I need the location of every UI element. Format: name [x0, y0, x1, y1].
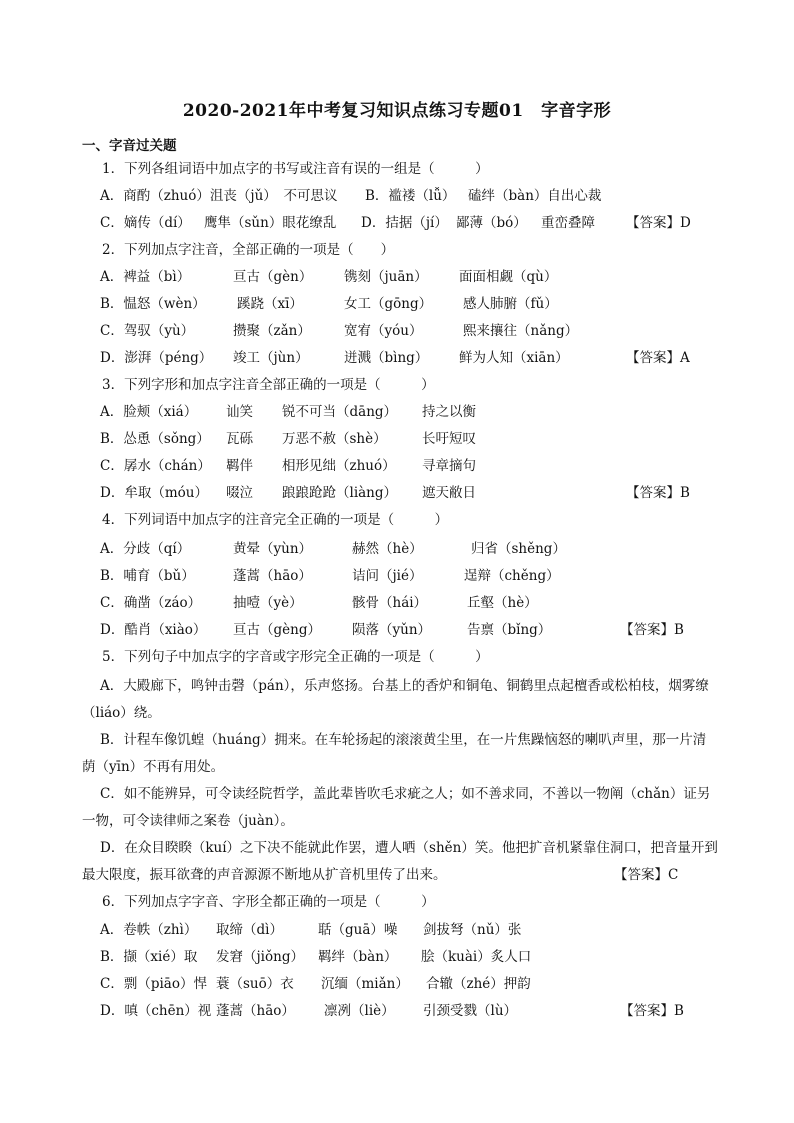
q4-d-1: D．酷肖（xiào） — [100, 622, 207, 638]
q3-b-2: 瓦砾 — [226, 431, 253, 447]
q2-c-4: 熙来攘往（nǎng） — [463, 323, 579, 339]
q6-c-2: 蓑（suō）衣 — [216, 976, 294, 992]
q1-option-d-word3: 重峦叠障 — [541, 215, 595, 231]
q1-option-d-word2: 鄙薄（bó） — [456, 215, 527, 231]
q6-c-1: C．剽（piāo）悍 — [100, 976, 207, 992]
q5-option-b-line1: B．计程车像饥蝗（huáng）拥来。在车轮扬起的滚滚黄尘里，在一片焦躁恼怒的喇叭声里，那一片清 — [100, 732, 707, 748]
q2-b-4: 感人肺腑（fǔ） — [463, 296, 558, 312]
q4-a-3: 赫然（hè） — [352, 541, 423, 557]
q6-b-3: 羁绊（bàn） — [318, 949, 398, 965]
q4-c-3: 骸骨（hái） — [352, 595, 428, 611]
q4-d-3: 陨落（yǔn） — [352, 622, 432, 638]
q4-d-2: 亘古（gèng） — [233, 622, 321, 638]
q2-c-3: 宽宥（yóu） — [344, 323, 423, 339]
q4-c-1: C．确凿（záo） — [100, 595, 202, 611]
q1-option-a: A．商酌（zhuó）沮丧（jǔ） 不可思议 — [100, 188, 338, 204]
q3-b-1: B．怂恿（sǒng） — [100, 431, 210, 447]
q1-option-c-rest: 鹰隼（sǔn）眼花缭乱 — [204, 215, 337, 231]
q4-a-2: 黄晕（yùn） — [233, 541, 313, 557]
q4-c-2: 抽噎（yè） — [233, 595, 303, 611]
q3-d-4: 遮天敝日 — [422, 485, 476, 501]
q2-a-4: 面面相觑（qù） — [459, 269, 558, 285]
q2-a-3: 镌刻（juān） — [344, 269, 428, 285]
q4-b-2: 蓬蒿（hāo） — [233, 568, 312, 584]
q3-a-2: 讪笑 — [226, 404, 253, 420]
q4-a-4: 归省（shěng） — [471, 541, 566, 557]
q4-d-4: 告禀（bǐng） — [467, 622, 552, 638]
q4-b-4: 逞辩（chěng） — [464, 568, 560, 584]
q6-d-4: 引颈受戮（lù） — [423, 1003, 518, 1019]
q3-a-1: A．脸颊（xiá） — [100, 404, 198, 420]
q5-option-c-line1: C．如不能辨异，可令读经院哲学，盖此辈皆吹毛求疵之人；如不善求同，不善以一物阐（chǎn）证另 — [100, 786, 711, 802]
question-5-stem: 5．下列句子中加点字的字音或字形完全正确的一项是（ ） — [102, 649, 489, 665]
q1-option-d: D．拮据（jí） — [361, 215, 448, 231]
question-4-stem: 4．下列词语中加点字的注音完全正确的一项是（ ） — [102, 512, 449, 528]
question-2-stem: 2．下列加点字注音，全部正确的一项是（ ） — [102, 242, 395, 258]
q4-a-1: A．分歧（qí） — [100, 541, 191, 557]
q3-c-1: C．孱水（chán） — [100, 458, 211, 474]
q3-d-1: D．牟取（móu） — [100, 485, 208, 501]
q2-a-2: 亘古（gèn） — [233, 269, 313, 285]
q4-b-1: B．哺育（bǔ） — [100, 568, 195, 584]
question-1-stem: 1．下列各组词语中加点字的书写或注音有误的一组是（ ） — [102, 161, 489, 177]
section-heading: 一、字音过关题 — [82, 138, 177, 154]
q2-d-4: 鲜为人知（xiān） — [459, 350, 569, 366]
q2-a-1: A．裨益（bì） — [100, 269, 191, 285]
q3-c-2: 羁伴 — [226, 458, 253, 474]
q2-b-1: B．愠怒（wèn） — [100, 296, 206, 312]
q6-d-2: 蓬蒿（hāo） — [216, 1003, 295, 1019]
q6-a-1: A．卷帙（zhì） — [100, 922, 198, 938]
q5-option-a-line1: A．大殿廊下，鸣钟击磬（pán），乐声悠扬。台基上的香炉和铜龟、铜鹤里点起檀香或松柏枝，烟雾缭 — [100, 678, 709, 694]
q6-b-2: 发窘（jiǒng） — [216, 949, 304, 965]
q3-c-4: 寻章摘句 — [422, 458, 476, 474]
q3-d-2: 啜泣 — [226, 485, 253, 501]
q6-c-3: 沉缅（miǎn） — [321, 976, 409, 992]
q5-answer: 【答案】C — [614, 867, 679, 883]
q3-a-3: 锐不可当（dāng） — [282, 404, 398, 420]
q5-option-a-line2: （liáo）绕。 — [82, 705, 161, 721]
q1-option-c: C．嫡传（dí） — [100, 215, 191, 231]
q2-d-1: D．澎湃（péng） — [100, 350, 213, 366]
q1-option-b-rest: 磕绊（bàn）自出心裁 — [468, 188, 602, 204]
question-6-stem: 6．下列加点字字音、字形全都正确的一项是（ ） — [102, 894, 435, 910]
q3-c-3: 相形见绌（zhuó） — [282, 458, 396, 474]
q2-answer: 【答案】A — [626, 350, 690, 366]
q6-answer: 【答案】B — [620, 1003, 684, 1019]
q2-d-3: 迸溅（bìng） — [344, 350, 429, 366]
q6-b-4: 脍（kuài）炙人口 — [421, 949, 532, 965]
q5-option-d-line2: 最大限度，振耳欲聋的声音源源不断地从扩音机里传了出来。 — [82, 867, 447, 883]
q2-b-2: 蹊跷（xī） — [237, 296, 303, 312]
q3-b-4: 长吁短叹 — [422, 431, 476, 447]
q3-answer: 【答案】B — [626, 485, 690, 501]
q3-d-3: 踉踉跄跄（liàng） — [282, 485, 398, 501]
q2-c-2: 攒聚（zǎn） — [233, 323, 311, 339]
q4-c-4: 丘壑（hè） — [467, 595, 538, 611]
q4-b-3: 诘问（jié） — [352, 568, 423, 584]
q6-d-1: D．嗔（chēn）视 — [100, 1003, 212, 1019]
q6-a-2: 取缔（dì） — [216, 922, 283, 938]
q2-b-3: 女工（gōng） — [344, 296, 433, 312]
q6-d-3: 凛冽（liè） — [324, 1003, 395, 1019]
q2-c-1: C．驾驭（yù） — [100, 323, 195, 339]
q5-option-c-line2: 一物，可令读律师之案卷（juàn）。 — [82, 813, 294, 829]
q2-d-2: 竣工（jùn） — [233, 350, 309, 366]
page-title: 2020-2021年中考复习知识点练习专题01 字音字形 — [182, 101, 612, 121]
q4-answer: 【答案】B — [620, 622, 684, 638]
q6-b-1: B．撷（xié）取 — [100, 949, 198, 965]
q6-a-3: 聒（guā）噪 — [318, 922, 398, 938]
q1-answer: 【答案】D — [626, 215, 691, 231]
q5-option-d-line1: D．在众目睽睽（kuí）之下决不能就此作罢，遭人哂（shěn）笑。他把扩音机紧靠住洞口，把音量开到 — [100, 840, 718, 856]
q3-b-3: 万恶不赦（shè） — [282, 431, 387, 447]
q5-option-b-line2: 荫（yīn）不再有用处。 — [82, 759, 225, 775]
q6-a-4: 剑拔弩（nǔ）张 — [423, 922, 522, 938]
q6-c-4: 合辙（zhé）押韵 — [426, 976, 531, 992]
q3-a-4: 持之以衡 — [422, 404, 476, 420]
question-3-stem: 3．下列字形和加点字注音全部正确的一项是（ ） — [102, 377, 435, 393]
q1-option-b: B．褴褛（lǚ） — [365, 188, 456, 204]
